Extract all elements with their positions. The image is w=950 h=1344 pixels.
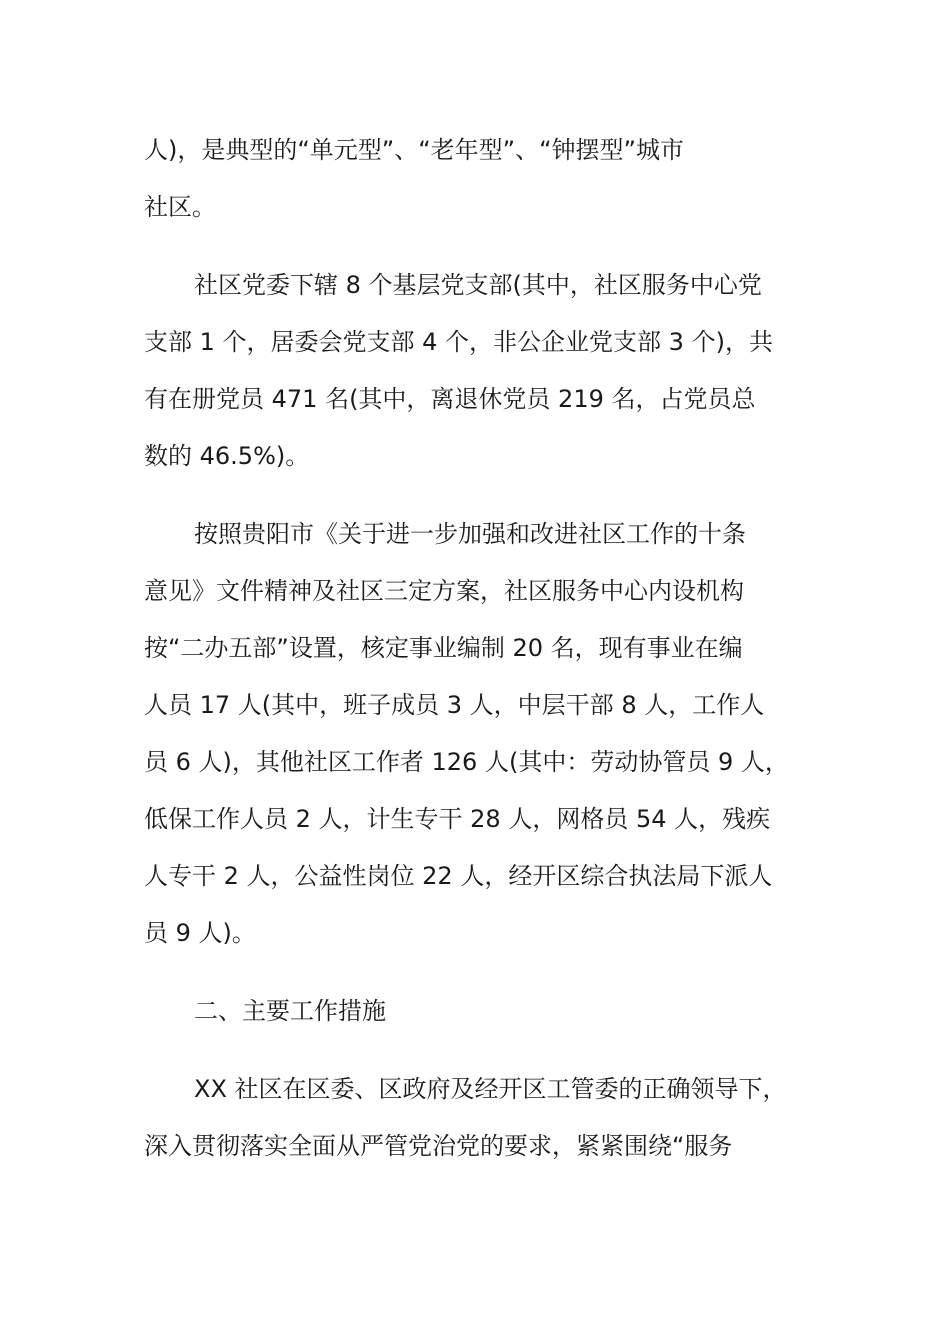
text-line: 深入贯彻落实全面从严管党治党的要求，紧紧围绕“服务 <box>144 1132 733 1160</box>
section-heading-text: 二、主要工作措施 <box>194 997 386 1025</box>
text-line: XX 社区在区委、区政府及经开区工管委的正确领导下， <box>194 1075 787 1103</box>
text-line: 人专干 2 人，公益性岗位 22 人，经开区综合执法局下派人 <box>144 862 773 890</box>
text-line: 社区党委下辖 8 个基层党支部(其中，社区服务中心党 <box>194 271 762 299</box>
text-line: 低保工作人员 2 人，计生专干 28 人，网格员 54 人，残疾 <box>144 805 771 833</box>
section-heading <box>144 983 824 1040</box>
text-line: 社区。 <box>144 193 216 221</box>
text-line: 员 9 人)。 <box>144 919 256 947</box>
text-line: 人)，是典型的“单元型”、“老年型”、“钟摆型”城市 <box>144 136 684 164</box>
paragraph-work-measures <box>144 1061 824 1175</box>
text-line: 按照贵阳市《关于进一步加强和改进社区工作的十条 <box>194 520 746 548</box>
text-line: 支部 1 个，居委会党支部 4 个，非公企业党支部 3 个)，共 <box>144 328 773 356</box>
paragraph-staffing <box>144 506 824 962</box>
text-line: 有在册党员 471 名(其中，离退休党员 219 名，占党员总 <box>144 385 756 413</box>
paragraph-party-branches <box>144 257 824 485</box>
text-line: 人员 17 人(其中，班子成员 3 人，中层干部 8 人，工作人 <box>144 691 765 719</box>
text-line: 意见》文件精神及社区三定方案，社区服务中心内设机构 <box>144 577 744 605</box>
paragraph-community-type <box>144 122 824 236</box>
text-line: 员 6 人)，其他社区工作者 126 人(其中：劳动协管员 9 人， <box>144 748 789 776</box>
text-line: 数的 46.5%)。 <box>144 442 310 470</box>
text-line: 按“二办五部”设置，核定事业编制 20 名，现有事业在编 <box>144 634 743 662</box>
